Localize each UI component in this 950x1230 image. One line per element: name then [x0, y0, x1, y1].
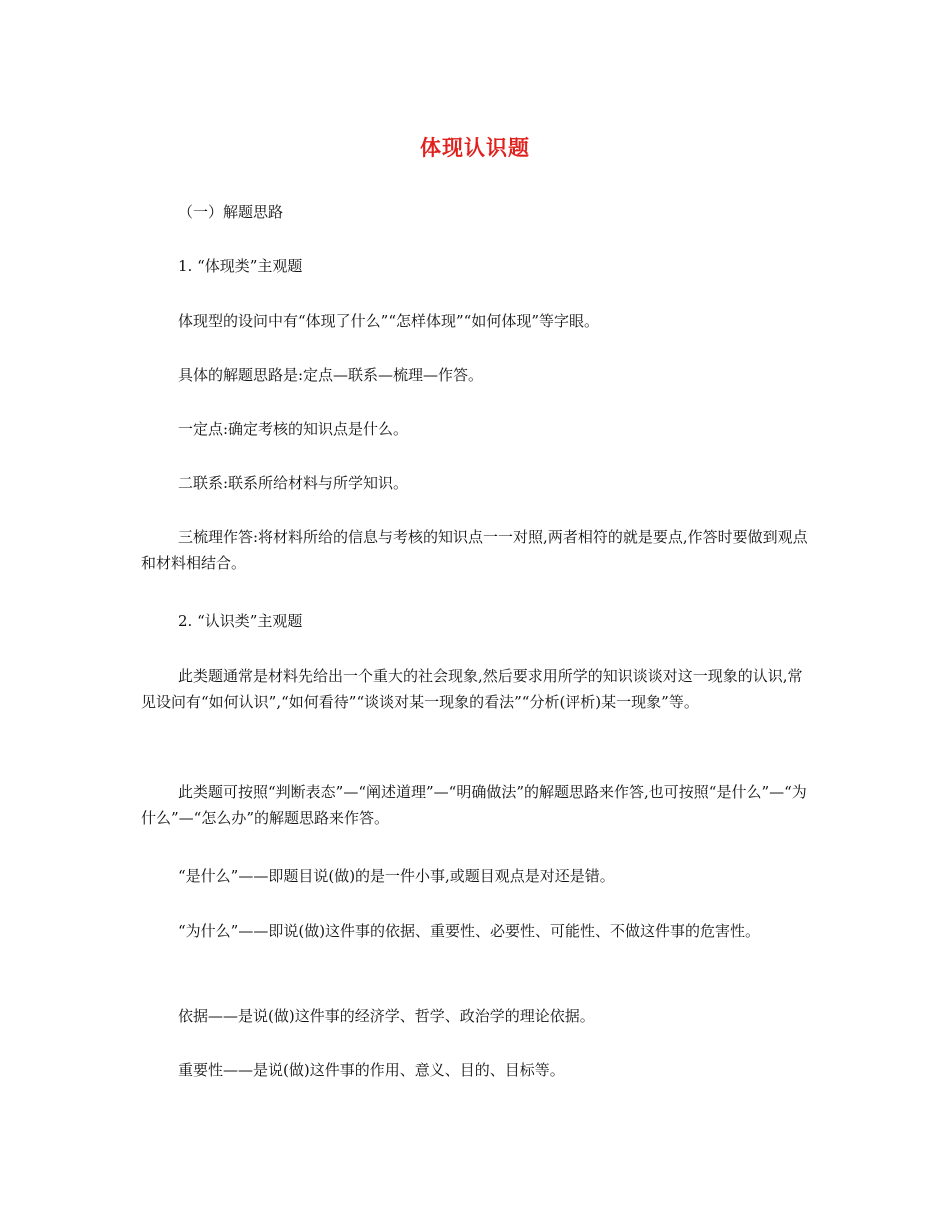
paragraph-5: 三梳理作答:将材料所给的信息与考核的知识点一一对照,两者相符的就是要点,作答时要做到观点和材料相结合。	[141, 528, 808, 572]
subsection-heading-1: 1. “体现类”主观题	[178, 257, 303, 275]
document-title: 体现认识题	[420, 135, 530, 160]
paragraph-9: “为什么”——即说(做)这件事的依据、重要性、必要性、可能性、不做这件事的危害性。	[178, 922, 761, 940]
section-heading: （一）解题思路	[178, 203, 284, 221]
paragraph-4: 二联系:联系所给材料与所学知识。	[178, 474, 409, 492]
paragraph-6: 此类题通常是材料先给出一个重大的社会现象,然后要求用所学的知识谈谈对这一现象的认识,常见设问有“如何认识”,“如何看待”“谈谈对某一现象的看法”“分析(评析)某一现象”等。	[141, 667, 803, 711]
paragraph-1: 体现型的设问中有“体现了什么”“怎样体现”“如何体现”等字眼。	[178, 312, 600, 330]
paragraph-2: 具体的解题思路是:定点—联系—梳理—作答。	[178, 366, 484, 384]
paragraph-3: 一定点:确定考核的知识点是什么。	[178, 420, 409, 438]
paragraph-8: “是什么”——即题目说(做)的是一件小事,或题目观点是对还是错。	[178, 867, 615, 885]
subsection-heading-2: 2. “认识类”主观题	[178, 612, 303, 630]
paragraph-10: 依据——是说(做)这件事的经济学、哲学、政治学的理论依据。	[178, 1007, 595, 1025]
paragraph-11: 重要性——是说(做)这件事的作用、意义、目的、目标等。	[178, 1061, 565, 1079]
paragraph-7: 此类题可按照“判断表态”—“阐述道理”—“明确做法”的解题思路来作答,也可按照“是什么”—“为什么”—“怎么办”的解题思路来作答。	[141, 783, 807, 827]
